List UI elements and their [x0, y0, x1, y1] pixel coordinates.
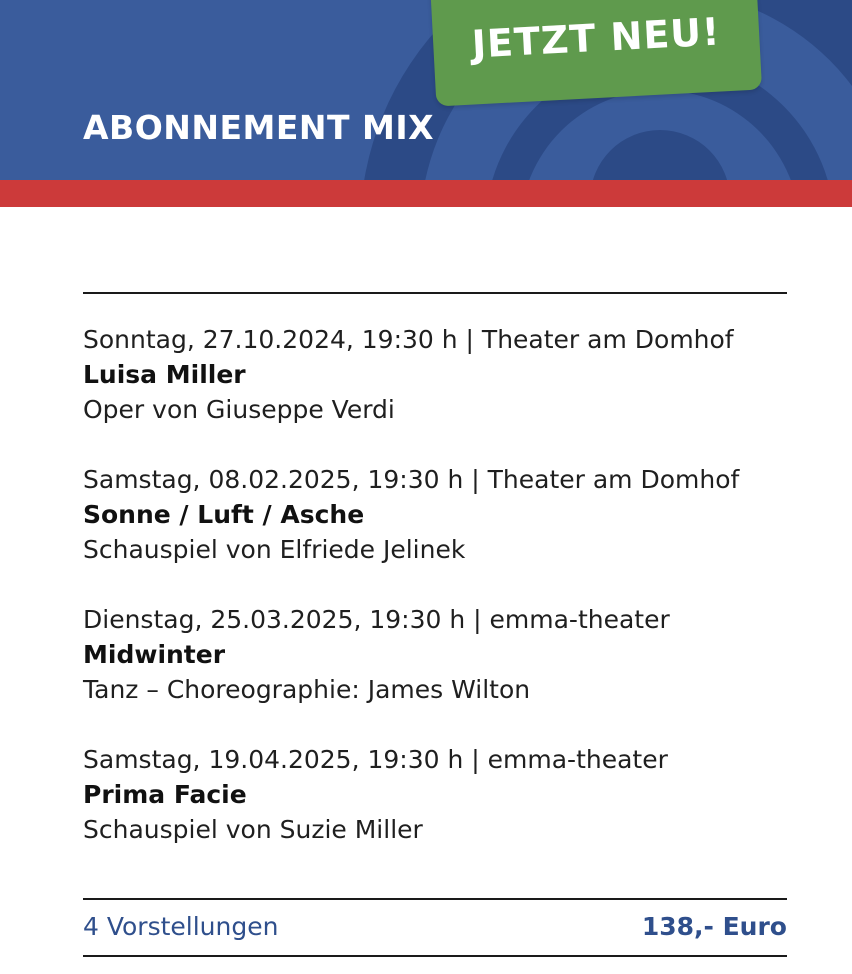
page-title: ABONNEMENT MIX [83, 108, 435, 147]
event-title: Sonne / Luft / Asche [83, 500, 365, 529]
top-divider [83, 292, 787, 294]
event-description: Schauspiel von Elfriede Jelinek [83, 535, 466, 564]
event-title: Midwinter [83, 640, 226, 669]
event-date-venue: Dienstag, 25.03.2025, 19:30 h | emma-theater [83, 605, 670, 634]
event-item [83, 602, 787, 742]
event-description: Oper von Giuseppe Verdi [83, 395, 395, 424]
event-description: Tanz – Choreographie: James Wilton [83, 675, 531, 704]
footer-summary [83, 906, 787, 946]
event-date-venue: Sonntag, 27.10.2024, 19:30 h | Theater am Domhof [83, 325, 734, 354]
performance-count: 4 Vorstellungen [83, 911, 279, 941]
event-item [83, 462, 787, 602]
event-title: Luisa Miller [83, 360, 246, 389]
new-badge [430, 0, 762, 106]
price-label: 138,- Euro [641, 911, 787, 941]
red-accent-bar [0, 180, 852, 207]
event-date-venue: Samstag, 08.02.2025, 19:30 h | Theater am Domhof [83, 465, 740, 494]
footer-top-divider [83, 898, 787, 900]
event-date-venue: Samstag, 19.04.2025, 19:30 h | emma-theater [83, 745, 668, 774]
event-item [83, 322, 787, 462]
event-item [83, 742, 787, 882]
event-title: Prima Facie [83, 780, 247, 809]
event-description: Schauspiel von Suzie Miller [83, 815, 423, 844]
new-badge-label: JETZT NEU! [470, 9, 722, 67]
footer-bottom-divider [83, 955, 787, 957]
event-list [83, 322, 787, 882]
